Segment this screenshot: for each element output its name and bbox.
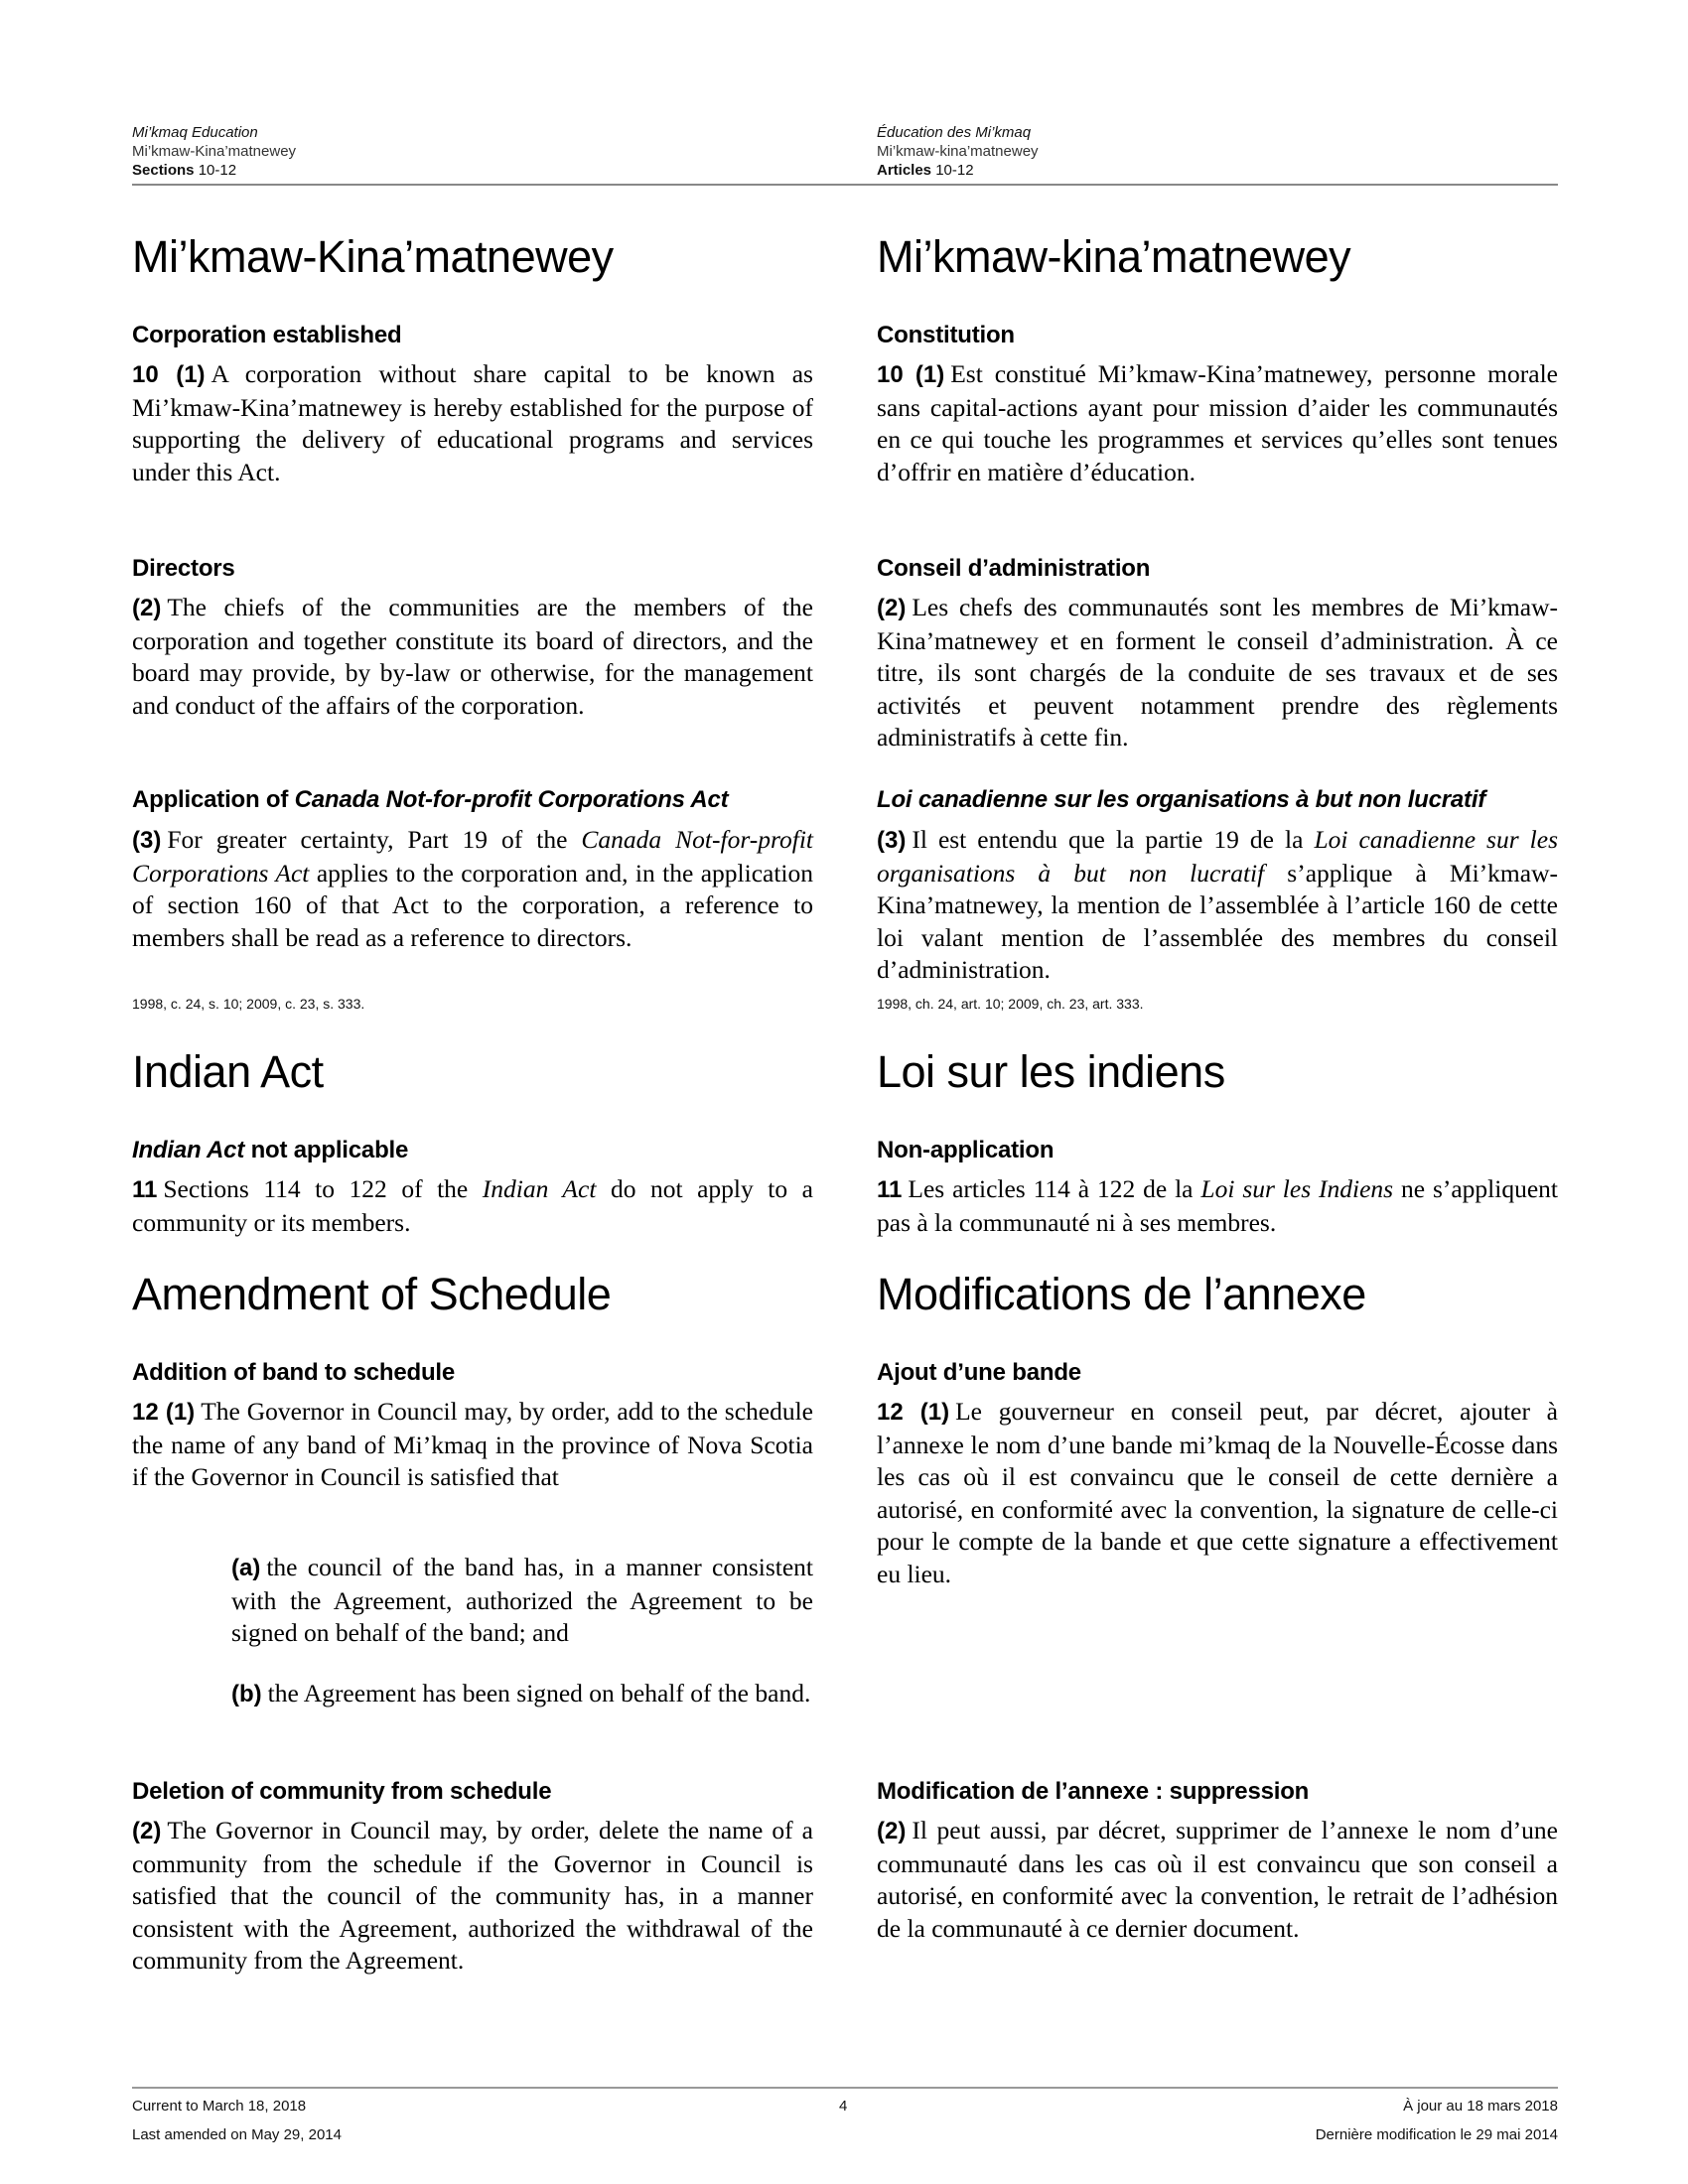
provision-text: The Governor in Council may, by order, delete the name of a community from the schedule if the Governor in Council is satisfied that the council of the community has, in a manner consistent with the Agreement, authorized the withdrawal of the community from the Agreement.	[132, 1816, 813, 1975]
act-title-italic: Indian Act	[132, 1137, 245, 1163]
provision-text: Le gouverneur en conseil peut, par décret, ajouter à l’annexe le nom d’une bande mi’kmaq de la Nouvelle-Écosse dans les cas où il est convaincu que le conseil de cette dernière a autorisé, en conformité avec la convention, la signature de celle-ci pour le compte de la bande et que cette signature a effectivement eu lieu.	[877, 1397, 1558, 1588]
history-note: 1998, c. 24, s. 10; 2009, c. 23, s. 333.	[132, 996, 365, 1012]
header-sections-range: 10-12	[935, 162, 974, 179]
provision-number: (2)	[132, 595, 162, 621]
section-12-2	[877, 1815, 1558, 1945]
part-title: Mi’kmaw-kina’matnewey	[877, 231, 1351, 282]
running-header-french	[877, 123, 1039, 180]
act-title-italic: Canada Not-for-profit Corporations Act	[294, 786, 729, 813]
header-divider	[132, 184, 1558, 186]
marginal-note: Ajout d’une bande	[877, 1359, 1081, 1386]
running-header-english	[132, 123, 296, 180]
header-act-title: Mi’kmaq Education	[132, 124, 258, 141]
provision-text: Est constitué Mi’kmaw-Kina’matnewey, personne morale sans capital-actions ayant pour mission d’aider les communautés en ce qui touche les programmes et services qu’elles sont tenues d’offrir en matière d’éducation.	[877, 359, 1558, 486]
provision-text: Les articles 114 à 122 de la	[908, 1174, 1201, 1203]
act-title-italic: Indian Act	[482, 1174, 597, 1203]
marginal-note: Modification de l’annexe : suppression	[877, 1778, 1310, 1805]
paragraph-12-1-a	[231, 1552, 813, 1650]
section-10-2	[132, 592, 813, 722]
provision-number: (2)	[132, 1818, 162, 1844]
marginal-note	[132, 1136, 408, 1165]
section-10-1	[132, 358, 813, 488]
marginal-note: Constitution	[877, 322, 1015, 348]
provision-number: 10 (1)	[132, 361, 206, 388]
provision-number: 12 (1)	[877, 1399, 950, 1426]
header-part-name: Mi’kmaw-kina’matnewey	[877, 143, 1039, 160]
provision-number: (a)	[231, 1555, 261, 1581]
section-11	[877, 1173, 1558, 1239]
section-12-2	[132, 1815, 813, 1978]
provision-text: applies to the corporation and, in the application of section 160 of that Act to the corporation, a reference to members shall be read as a reference to directors.	[132, 858, 813, 952]
marginal-note: Conseil d’administration	[877, 555, 1151, 582]
footer-divider	[132, 2087, 1558, 2089]
provision-text: ne s’appliquent pas à la communauté ni à ses membres.	[877, 1174, 1558, 1237]
paragraph-12-1-b	[231, 1678, 813, 1711]
provision-number: (3)	[132, 827, 162, 854]
provision-number: 11	[132, 1176, 158, 1203]
provision-text: A corporation without share capital to be known as Mi’kmaw-Kina’matnewey is hereby established for the purpose of supporting the delivery of educational programs and services under this Act.	[132, 359, 813, 486]
provision-text: Les chefs des communautés sont les membres de Mi’kmaw-Kina’matnewey et en forment le conseil d’administration. À ce titre, ils sont chargés de la conduite de ses travaux et de ses activités et peuvent notamment prendre des règlements administratifs à cette fin.	[877, 593, 1558, 751]
header-part-name: Mi’kmaw-Kina’matnewey	[132, 143, 297, 160]
act-title-italic: Loi sur les Indiens	[1200, 1174, 1394, 1203]
provision-text: The Governor in Council may, by order, add to the schedule the name of any band of Mi’kmaq in the province of Nova Scotia if the Governor in Council is satisfied that	[132, 1397, 813, 1491]
marginal-note: Non-application	[877, 1137, 1055, 1163]
history-note: 1998, ch. 24, art. 10; 2009, ch. 23, art. 333.	[877, 996, 1144, 1012]
provision-number: (b)	[231, 1681, 262, 1707]
provision-text: For greater certainty, Part 19 of the	[167, 825, 582, 854]
footer-last-amended-en: Last amended on May 29, 2014	[132, 2126, 342, 2143]
provision-text: s’applique à Mi’kmaw-Kina’matnewey, la mention de l’assemblée à l’article 160 de cette loi valant mention de l’assemblée des membres du conseil d’administration.	[877, 858, 1558, 984]
provision-number: (2)	[877, 1818, 907, 1844]
provision-number: 10 (1)	[877, 361, 945, 388]
provision-text: Sections 114 to 122 of the	[163, 1174, 483, 1203]
header-sections-label: Sections	[132, 162, 195, 179]
section-10-3	[877, 824, 1558, 987]
provision-text: Il est entendu que la partie 19 de la	[912, 825, 1315, 854]
section-11	[132, 1173, 813, 1239]
act-title-italic: Canada Not-for-profit Corporations Act	[132, 825, 813, 887]
marginal-note: Corporation established	[132, 322, 402, 348]
section-10-1	[877, 358, 1558, 488]
header-sections	[132, 161, 296, 180]
part-title: Modifications de l’annexe	[877, 1269, 1366, 1319]
footer-current-to-fr: À jour au 18 mars 2018	[1403, 2098, 1558, 2115]
page-number: 4	[839, 2098, 848, 2115]
marginal-note-text: not applicable	[244, 1137, 409, 1163]
provision-text: do not apply to a community or its members.	[132, 1174, 813, 1237]
marginal-note	[877, 785, 1485, 815]
part-title: Amendment of Schedule	[132, 1269, 612, 1319]
provision-number: 12 (1)	[132, 1399, 196, 1426]
provision-text: the council of the band has, in a manner consistent with the Agreement, authorized the Agreement to be signed on behalf of the band; and	[231, 1553, 813, 1647]
header-sections-label: Articles	[877, 162, 932, 179]
footer-current-to-en: Current to March 18, 2018	[132, 2098, 307, 2115]
section-10-3	[132, 824, 813, 954]
marginal-note-text: Application of	[132, 786, 295, 813]
marginal-note	[132, 785, 728, 815]
header-sections	[877, 161, 1039, 180]
marginal-note: Addition of band to schedule	[132, 1359, 456, 1386]
provision-text: the Agreement has been signed on behalf of the band.	[267, 1679, 811, 1707]
header-act-title: Éducation des Mi’kmaq	[877, 124, 1032, 141]
part-title: Indian Act	[132, 1046, 324, 1097]
section-10-2	[877, 592, 1558, 754]
provision-text: Il peut aussi, par décret, supprimer de l’annexe le nom d’une communauté dans les cas où il est convaincu que son conseil a autorisé, en conformité avec la convention, le retrait de l’adhésion de la communauté à ce dernier document.	[877, 1816, 1558, 1943]
provision-number: 11	[877, 1176, 903, 1203]
marginal-note: Deletion of community from schedule	[132, 1778, 552, 1805]
part-title: Loi sur les indiens	[877, 1046, 1225, 1097]
section-12-1	[132, 1396, 813, 1494]
act-title-italic: Loi canadienne sur les organisations à but non lucratif	[877, 786, 1486, 813]
provision-number: (3)	[877, 827, 907, 854]
provision-number: (2)	[877, 595, 907, 621]
footer-last-amended-fr: Dernière modification le 29 mai 2014	[1315, 2126, 1558, 2143]
act-title-italic: Loi canadienne sur les organisations à but non lucratif	[877, 825, 1558, 887]
part-title: Mi’kmaw-Kina’matnewey	[132, 231, 614, 282]
provision-text: The chiefs of the communities are the members of the corporation and together constitute its board of directors, and the board may provide, by by-law or otherwise, for the management and conduct of the affairs of the corporation.	[132, 593, 813, 720]
section-12-1	[877, 1396, 1558, 1590]
marginal-note: Directors	[132, 555, 235, 582]
header-sections-range: 10-12	[198, 162, 237, 179]
